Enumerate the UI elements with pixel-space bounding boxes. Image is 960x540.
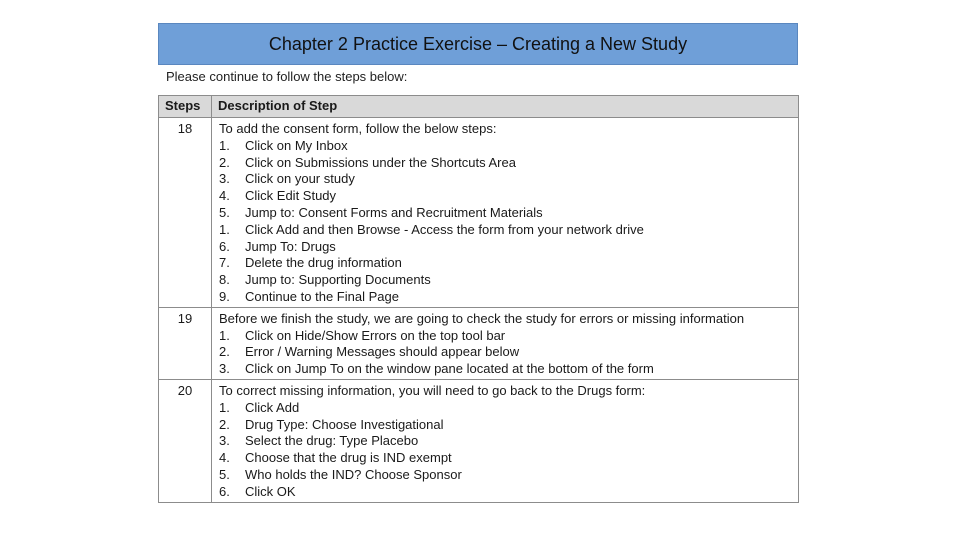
list-item [219, 484, 792, 501]
list-item-number: 3. [219, 171, 230, 187]
list-item-number: 2. [219, 154, 230, 170]
list-item-number: 5. [219, 466, 230, 482]
list-item [219, 239, 792, 256]
list-item [219, 289, 792, 306]
list-item [219, 138, 792, 155]
step-description [212, 118, 799, 308]
list-item-text: Jump to: Supporting Documents [245, 272, 431, 288]
list-item [219, 328, 792, 345]
page-title: Chapter 2 Practice Exercise – Creating a New Study [158, 23, 798, 65]
header-steps: Steps [159, 96, 212, 118]
list-item-text: Click OK [245, 483, 296, 499]
list-item-text: Click on your study [245, 171, 355, 187]
list-item-text: Click Add and then Browse - Access the form from your network drive [245, 221, 644, 237]
list-item-number: 5. [219, 204, 230, 220]
list-item [219, 361, 792, 378]
list-item [219, 344, 792, 361]
list-item [219, 155, 792, 172]
table-row [159, 118, 799, 308]
list-item-number: 3. [219, 433, 230, 449]
step-lead-text: To add the consent form, follow the below steps: [219, 121, 497, 136]
intro-text: Please continue to follow the steps below: [166, 69, 408, 84]
header-description: Description of Step [212, 96, 799, 118]
list-item [219, 272, 792, 289]
table-body [159, 118, 799, 503]
step-description [212, 379, 799, 502]
list-item-number: 4. [219, 188, 230, 204]
step-number: 18 [159, 118, 212, 308]
list-item-text: Select the drug: Type Placebo [245, 433, 419, 449]
list-item [219, 433, 792, 450]
list-item-text: Delete the drug information [245, 255, 402, 271]
table-row [159, 379, 799, 502]
list-item-number: 1. [219, 137, 230, 153]
list-item-number: 2. [219, 344, 230, 360]
list-item-text: Choose that the drug is IND exempt [245, 450, 452, 466]
step-number: 20 [159, 379, 212, 502]
list-item-text: Error / Warning Messages should appear below [245, 344, 520, 360]
list-item-text: Click on My Inbox [245, 137, 348, 153]
list-item-text: Click on Jump To on the window pane located at the bottom of the form [245, 361, 654, 377]
list-item-number: 1. [219, 221, 230, 237]
list-item-number: 8. [219, 272, 230, 288]
list-item [219, 400, 792, 417]
list-item [219, 222, 792, 239]
list-item [219, 417, 792, 434]
list-item-text: Click on Hide/Show Errors on the top tool bar [245, 327, 506, 343]
list-item-number: 1. [219, 327, 230, 343]
list-item-number: 9. [219, 288, 230, 304]
list-item-number: 6. [219, 238, 230, 254]
list-item-text: Continue to the Final Page [245, 288, 399, 304]
list-item-text: Click Add [245, 399, 300, 415]
list-item-text: Click on Submissions under the Shortcuts Area [245, 154, 516, 170]
list-item [219, 188, 792, 205]
list-item-text: Click Edit Study [245, 188, 337, 204]
list-item-number: 7. [219, 255, 230, 271]
step-number: 19 [159, 307, 212, 379]
list-item-number: 3. [219, 361, 230, 377]
list-item-number: 2. [219, 416, 230, 432]
list-item [219, 450, 792, 467]
list-item-text: Jump To: Drugs [245, 238, 336, 254]
steps-table [158, 95, 799, 503]
list-item-text: Who holds the IND? Choose Sponsor [245, 466, 462, 482]
table-header-row [159, 96, 799, 118]
list-item-number: 4. [219, 450, 230, 466]
list-item [219, 467, 792, 484]
step-lead-text: To correct missing information, you will need to go back to the Drugs form: [219, 382, 646, 398]
list-item [219, 171, 792, 188]
step-lead-text: Before we finish the study, we are going to check the study for errors or missing information [219, 310, 745, 326]
list-item-text: Drug Type: Choose Investigational [245, 416, 444, 432]
list-item-number: 6. [219, 483, 230, 499]
list-item [219, 205, 792, 222]
list-item-text: Jump to: Consent Forms and Recruitment Materials [245, 204, 543, 220]
list-item-number: 1. [219, 399, 230, 415]
step-description [212, 307, 799, 379]
table-row [159, 307, 799, 379]
list-item [219, 255, 792, 272]
